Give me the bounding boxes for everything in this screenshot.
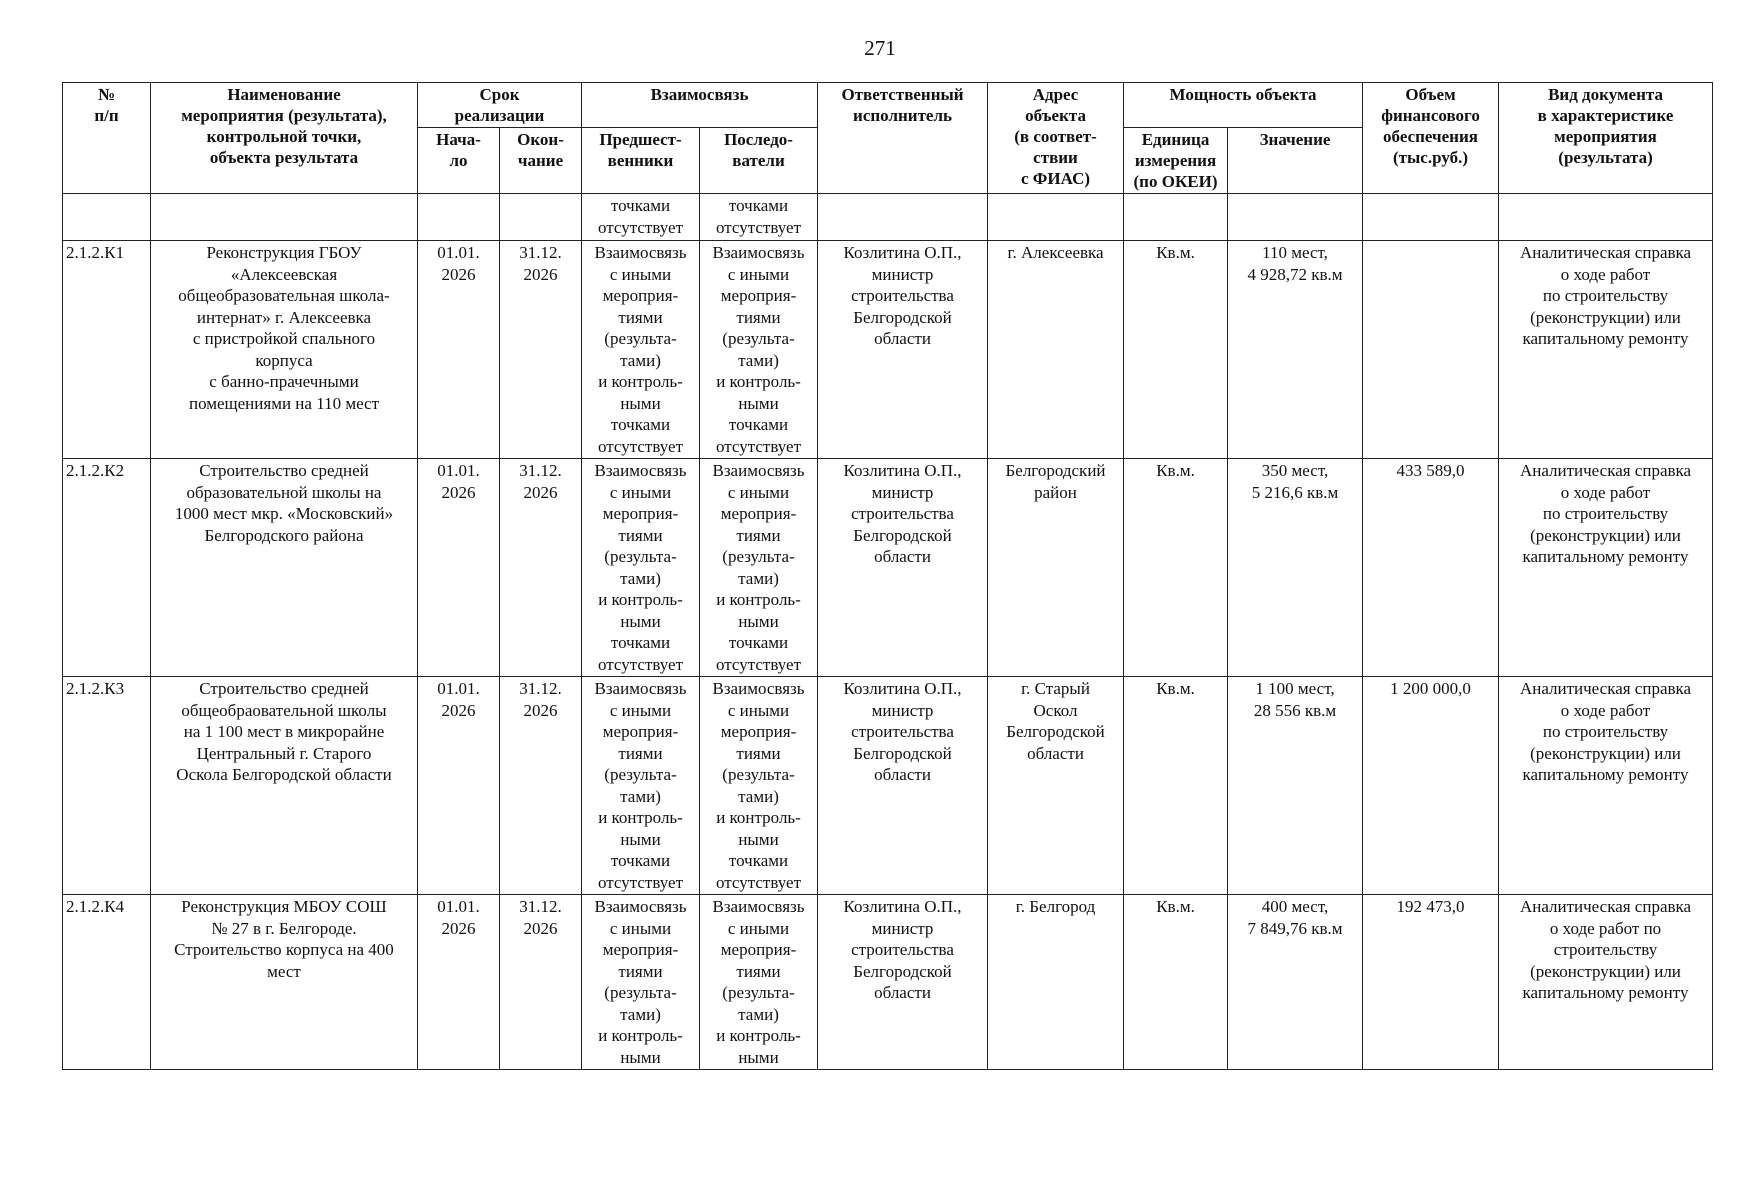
- cell-num: 2.1.2.К2: [63, 459, 151, 677]
- header-executor: Ответственный исполнитель: [818, 83, 988, 194]
- cell-empty: [1499, 194, 1713, 241]
- cell-executor: Козлитина О.П., министр строительства Белгородской области: [818, 895, 988, 1070]
- cell-empty: [151, 194, 418, 241]
- header-relation-prev: Предшест- венники: [582, 128, 700, 194]
- plan-table: [62, 82, 1713, 1070]
- header-num: № п/п: [63, 83, 151, 194]
- header-capacity-value: Значение: [1228, 128, 1363, 194]
- cell-address: г. Алексеевка: [988, 241, 1124, 459]
- cell-name: Строительство средней образовательной школы на 1000 мест мкр. «Московский» Белгородского района: [151, 459, 418, 677]
- cell-relation-next: Взаимосвязь с иными мероприя- тиями (результа- тами) и контроль- ными: [700, 895, 818, 1070]
- cell-num: 2.1.2.К4: [63, 895, 151, 1070]
- header-doc-type: Вид документа в характеристике мероприятия (результата): [1499, 83, 1713, 194]
- cell-unit: Кв.м.: [1124, 895, 1228, 1070]
- cell-relation-prev: Взаимосвязь с иными мероприя- тиями (результа- тами) и контроль- ными точками отсутствует: [582, 459, 700, 677]
- cell-num: 2.1.2.К1: [63, 241, 151, 459]
- cell-end: 31.12. 2026: [500, 895, 582, 1070]
- cell-executor: Козлитина О.П., министр строительства Белгородской области: [818, 677, 988, 895]
- cell-relation-prev: Взаимосвязь с иными мероприя- тиями (результа- тами) и контроль- ными точками отсутствует: [582, 241, 700, 459]
- cell-relation-prev: Взаимосвязь с иными мероприя- тиями (результа- тами) и контроль- ными: [582, 895, 700, 1070]
- table-row: [63, 677, 1713, 895]
- cell-doc: Аналитическая справка о ходе работ по строительству (реконструкции) или капитальному ремонту: [1499, 895, 1713, 1070]
- cell-finance: 192 473,0: [1363, 895, 1499, 1070]
- header-name: Наименование мероприятия (результата), контрольной точки, объекта результата: [151, 83, 418, 194]
- continuation-row: [63, 194, 1713, 241]
- header-finance: Объем финансового обеспечения (тыс.руб.): [1363, 83, 1499, 194]
- cell-empty: [988, 194, 1124, 241]
- cell-relation-next: Взаимосвязь с иными мероприя- тиями (результа- тами) и контроль- ными точками отсутствует: [700, 241, 818, 459]
- header-period-start: Нача- ло: [418, 128, 500, 194]
- cell-value: 1 100 мест, 28 556 кв.м: [1228, 677, 1363, 895]
- cell-start: 01.01. 2026: [418, 241, 500, 459]
- header-relation: Взаимосвязь: [582, 83, 818, 128]
- cell-name: Строительство средней общеобраовательной школы на 1 100 мест в микрорайне Центральный г. Старого Оскола Белгородской области: [151, 677, 418, 895]
- header-capacity-unit: Единица измерения (по ОКЕИ): [1124, 128, 1228, 194]
- cell-unit: Кв.м.: [1124, 241, 1228, 459]
- table-row: [63, 459, 1713, 677]
- cell-empty: [1124, 194, 1228, 241]
- cell-end: 31.12. 2026: [500, 677, 582, 895]
- cell-end: 31.12. 2026: [500, 459, 582, 677]
- cell-address: Белгородский район: [988, 459, 1124, 677]
- header-row-top: [63, 83, 1713, 128]
- cell-empty: [1228, 194, 1363, 241]
- header-period-end: Окон- чание: [500, 128, 582, 194]
- cell-address: г. Белгород: [988, 895, 1124, 1070]
- cell-doc: Аналитическая справка о ходе работ по строительству (реконструкции) или капитальному ремонту: [1499, 241, 1713, 459]
- cell-finance: 1 200 000,0: [1363, 677, 1499, 895]
- cell-value: 350 мест, 5 216,6 кв.м: [1228, 459, 1363, 677]
- cell-finance: [1363, 241, 1499, 459]
- cell-empty: [418, 194, 500, 241]
- cell-relation-next: Взаимосвязь с иными мероприя- тиями (результа- тами) и контроль- ными точками отсутствует: [700, 459, 818, 677]
- cell-start: 01.01. 2026: [418, 459, 500, 677]
- cell-name: Реконструкция МБОУ СОШ № 27 в г. Белгороде. Строительство корпуса на 400 мест: [151, 895, 418, 1070]
- cell-value: 110 мест, 4 928,72 кв.м: [1228, 241, 1363, 459]
- table-row: [63, 241, 1713, 459]
- cell-address: г. Старый Оскол Белгородской области: [988, 677, 1124, 895]
- cell-empty: [500, 194, 582, 241]
- page-number: 271: [864, 36, 896, 60]
- header-capacity: Мощность объекта: [1124, 83, 1363, 128]
- cell-relation-prev: точками отсутствует: [582, 194, 700, 241]
- cell-doc: Аналитическая справка о ходе работ по строительству (реконструкции) или капитальному ремонту: [1499, 459, 1713, 677]
- header-address: Адрес объекта (в соответ- ствии с ФИАС): [988, 83, 1124, 194]
- cell-executor: Козлитина О.П., министр строительства Белгородской области: [818, 459, 988, 677]
- cell-relation-next: Взаимосвязь с иными мероприя- тиями (результа- тами) и контроль- ными точками отсутствует: [700, 677, 818, 895]
- cell-empty: [818, 194, 988, 241]
- cell-unit: Кв.м.: [1124, 677, 1228, 895]
- cell-end: 31.12. 2026: [500, 241, 582, 459]
- cell-num: 2.1.2.К3: [63, 677, 151, 895]
- cell-relation-next: точками отсутствует: [700, 194, 818, 241]
- header-relation-next: Последо- ватели: [700, 128, 818, 194]
- cell-doc: Аналитическая справка о ходе работ по строительству (реконструкции) или капитальному ремонту: [1499, 677, 1713, 895]
- cell-executor: Козлитина О.П., министр строительства Белгородской области: [818, 241, 988, 459]
- cell-start: 01.01. 2026: [418, 677, 500, 895]
- cell-unit: Кв.м.: [1124, 459, 1228, 677]
- cell-start: 01.01. 2026: [418, 895, 500, 1070]
- cell-finance: 433 589,0: [1363, 459, 1499, 677]
- cell-empty: [63, 194, 151, 241]
- cell-relation-prev: Взаимосвязь с иными мероприя- тиями (результа- тами) и контроль- ными точками отсутствует: [582, 677, 700, 895]
- header-period: Срок реализации: [418, 83, 582, 128]
- cell-empty: [1363, 194, 1499, 241]
- table-row: [63, 895, 1713, 1070]
- cell-name: Реконструкция ГБОУ «Алексеевская общеобразовательная школа- интернат» г. Алексеевка с пристройкой спального корпуса с банно-прачечными помещениями на 110 мест: [151, 241, 418, 459]
- cell-value: 400 мест, 7 849,76 кв.м: [1228, 895, 1363, 1070]
